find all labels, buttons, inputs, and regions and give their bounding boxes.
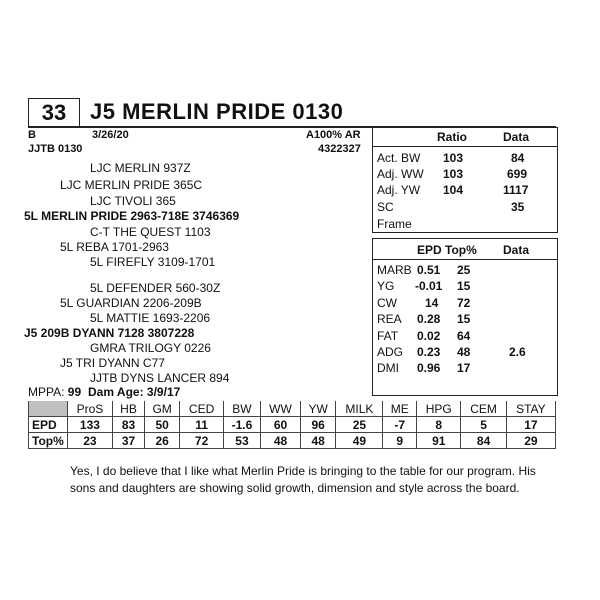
ratio-row-label: SC — [377, 200, 394, 214]
grid-header: HPG — [417, 401, 461, 417]
ratio-row-ratio: 103 — [443, 167, 464, 181]
grid-top-value: 29 — [506, 433, 555, 449]
ratio-row-label: Adj. WW — [377, 167, 424, 181]
data-header: Data — [503, 130, 530, 144]
grid-top-value: 53 — [223, 433, 260, 449]
grid-corner — [29, 401, 68, 417]
ratio-row-data: 1117 — [503, 183, 529, 197]
carcass-row-epd: 0.23 — [417, 345, 441, 359]
pedigree-line: C-T THE QUEST 1103 — [90, 225, 211, 239]
carcass-row-epd: 14 — [425, 296, 439, 310]
grid-top-value: 72 — [180, 433, 224, 449]
grid-epd-value: -7 — [383, 417, 417, 433]
epd-grid-header-row — [29, 401, 556, 417]
grid-top-value: 49 — [336, 433, 383, 449]
grid-top-value: 48 — [261, 433, 301, 449]
carcass-row-top: 15 — [457, 279, 471, 293]
pedigree-line: JJTB DYNS LANCER 894 — [90, 371, 230, 385]
epd-grid — [28, 401, 556, 449]
ratio-row-data: 699 — [507, 167, 528, 181]
data-header: Data — [503, 243, 530, 257]
tattoo: JJTB 0130 — [28, 143, 83, 155]
grid-epd-value: 50 — [144, 417, 179, 433]
grid-row-label: EPD — [29, 417, 68, 433]
carcass-row-top: 72 — [457, 296, 471, 310]
carcass-row-epd: 0.96 — [417, 361, 441, 375]
pedigree-line: GMRA TRILOGY 0226 — [90, 341, 211, 355]
mppa — [28, 385, 81, 399]
ratio-row-label: Adj. YW — [377, 183, 421, 197]
dam-age-label: Dam Age: — [88, 385, 144, 399]
grid-header: CED — [180, 401, 224, 417]
grid-header: WW — [261, 401, 301, 417]
carcass-row-label: DMI — [377, 361, 399, 375]
grid-header: ME — [383, 401, 417, 417]
carcass-row-top: 15 — [457, 312, 471, 326]
ratio-table — [372, 127, 558, 233]
grid-top-value: 9 — [383, 433, 417, 449]
ratio-row-data: 84 — [511, 151, 525, 165]
birth-date: 3/26/20 — [92, 129, 129, 141]
ratio-row-label: Frame — [377, 217, 412, 231]
carcass-row-label: REA — [377, 312, 402, 326]
grid-top-value: 48 — [300, 433, 335, 449]
carcass-row-top: 25 — [457, 263, 471, 277]
grid-epd-value: 25 — [336, 417, 383, 433]
grid-epd-value: 5 — [461, 417, 506, 433]
grid-header: GM — [144, 401, 179, 417]
grid-epd-value: 8 — [417, 417, 461, 433]
ratio-row-ratio: 104 — [443, 183, 464, 197]
pedigree-line: 5L REBA 1701-2963 — [60, 240, 169, 254]
breed-code: B — [28, 129, 36, 141]
grid-top-value: 84 — [461, 433, 506, 449]
grid-epd-value: 11 — [180, 417, 224, 433]
carcass-row-label: MARB — [377, 263, 412, 277]
pedigree-dam: J5 209B DYANN 7128 3807228 — [24, 326, 195, 340]
grid-top-value: 23 — [67, 433, 112, 449]
carcass-row-label: YG — [377, 279, 395, 293]
carcass-epd-table — [372, 238, 558, 396]
grid-epd-value: 133 — [67, 417, 112, 433]
dam-age-value: 3/9/17 — [146, 385, 181, 399]
carcass-row-epd: -0.01 — [415, 279, 443, 293]
pedigree-line: LJC TIVOLI 365 — [90, 194, 176, 208]
pedigree-line: 5L MATTIE 1693-2206 — [90, 311, 211, 325]
dam-age — [88, 385, 180, 399]
epd-grid-top-row — [29, 433, 556, 449]
ratio-row-label: Act. BW — [377, 151, 421, 165]
top-header: Top% — [445, 243, 477, 257]
grid-epd-value: 96 — [300, 417, 335, 433]
ratio-table-header — [373, 128, 557, 147]
breeder-comment: Yes, I do believe that I like what Merlin Pride is bringing to the table for our program. His sons and daughters are showing solid growth, dimension and style across the board. — [70, 464, 536, 495]
percent-blood: A100% AR — [306, 129, 361, 141]
grid-header: CEM — [461, 401, 506, 417]
carcass-row-epd: 0.51 — [417, 263, 441, 277]
carcass-row-label: FAT — [377, 329, 399, 343]
pedigree-sire: 5L MERLIN PRIDE 2963-718E 3746369 — [24, 209, 240, 223]
grid-epd-value: 17 — [506, 417, 555, 433]
registration-number: 4322327 — [318, 143, 361, 155]
grid-top-value: 26 — [144, 433, 179, 449]
carcass-row-top: 48 — [457, 345, 471, 359]
carcass-row-epd: 0.28 — [417, 312, 441, 326]
lot-number: 33 — [28, 98, 80, 128]
pedigree-line: 5L FIREFLY 3109-1701 — [90, 255, 216, 269]
carcass-row-label: ADG — [377, 345, 404, 359]
grid-header: ProS — [67, 401, 112, 417]
carcass-row-top: 17 — [457, 361, 471, 375]
animal-name: J5 MERLIN PRIDE 0130 — [90, 99, 344, 124]
carcass-row-epd: 0.02 — [417, 329, 441, 343]
mppa-label: MPPA: — [28, 385, 65, 399]
grid-header: HB — [113, 401, 145, 417]
grid-header: YW — [300, 401, 335, 417]
grid-top-value: 37 — [113, 433, 145, 449]
carcass-row-top: 64 — [457, 329, 471, 343]
carcass-row-label: CW — [377, 296, 397, 310]
grid-header: BW — [223, 401, 260, 417]
grid-top-value: 91 — [417, 433, 461, 449]
grid-epd-value: 60 — [261, 417, 301, 433]
pedigree-line: 5L DEFENDER 560-30Z — [90, 281, 221, 295]
epd-header: EPD — [417, 243, 442, 257]
carcass-table-header — [373, 239, 557, 260]
ratio-header: Ratio — [437, 130, 467, 144]
grid-epd-value: 83 — [113, 417, 145, 433]
grid-row-label: Top% — [29, 433, 68, 449]
grid-header: STAY — [506, 401, 555, 417]
epd-grid-epd-row — [29, 417, 556, 433]
pedigree-line: J5 TRI DYANN C77 — [60, 356, 165, 370]
pedigree-line: LJC MERLIN PRIDE 365C — [60, 178, 203, 192]
pedigree-line: 5L GUARDIAN 2206-209B — [60, 296, 202, 310]
grid-header: MILK — [336, 401, 383, 417]
ratio-row-ratio: 103 — [443, 151, 464, 165]
carcass-row-data: 2.6 — [509, 345, 526, 359]
mppa-value: 99 — [67, 385, 82, 399]
pedigree-line: LJC MERLIN 937Z — [90, 161, 191, 175]
ratio-row-data: 35 — [511, 200, 525, 214]
grid-epd-value: -1.6 — [223, 417, 260, 433]
